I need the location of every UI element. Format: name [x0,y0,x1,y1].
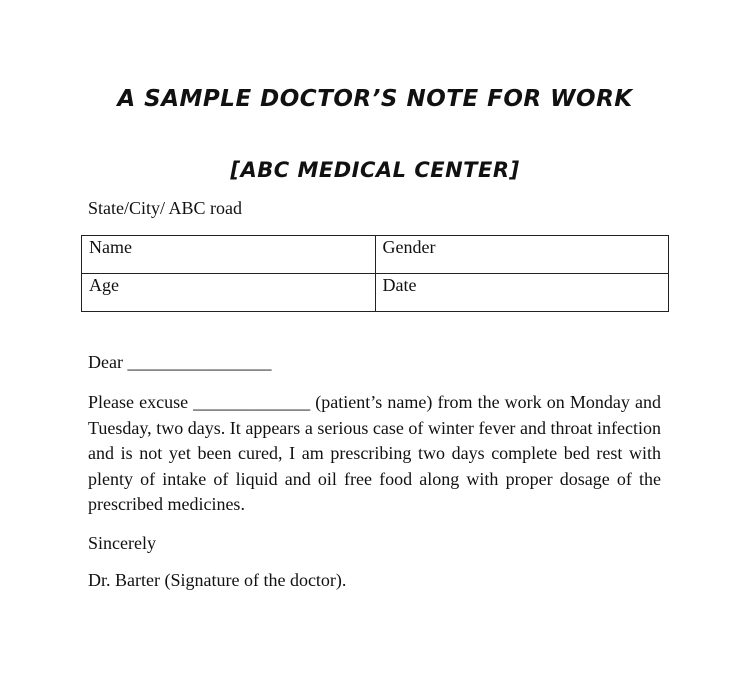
medical-center-name: [ABC MEDICAL CENTER] [230,158,520,182]
date-cell: Date [375,274,669,312]
gender-cell: Gender [375,236,669,274]
note-body: Please excuse _____________ (patient’s name) from the work on Monday and Tuesday, two days. It appears a serious case of winter fever and throat infection and is not yet been cured, I am prescribing two days complete bed rest with plenty of intake of liquid and oil free food along with proper dosage of the prescribed medicines. [88,392,661,515]
table-row [82,236,669,274]
signature-line: Dr. Barter (Signature of the doctor). [88,570,347,590]
salutation: Dear ________________ [88,352,272,372]
name-cell: Name [82,236,376,274]
table-row [82,274,669,312]
closing: Sincerely [88,533,156,553]
patient-info-table [81,235,669,312]
age-cell: Age [82,274,376,312]
address-line: State/City/ ABC road [88,198,243,218]
document-title: A SAMPLE DOCTOR’S NOTE FOR WORK [117,86,633,112]
